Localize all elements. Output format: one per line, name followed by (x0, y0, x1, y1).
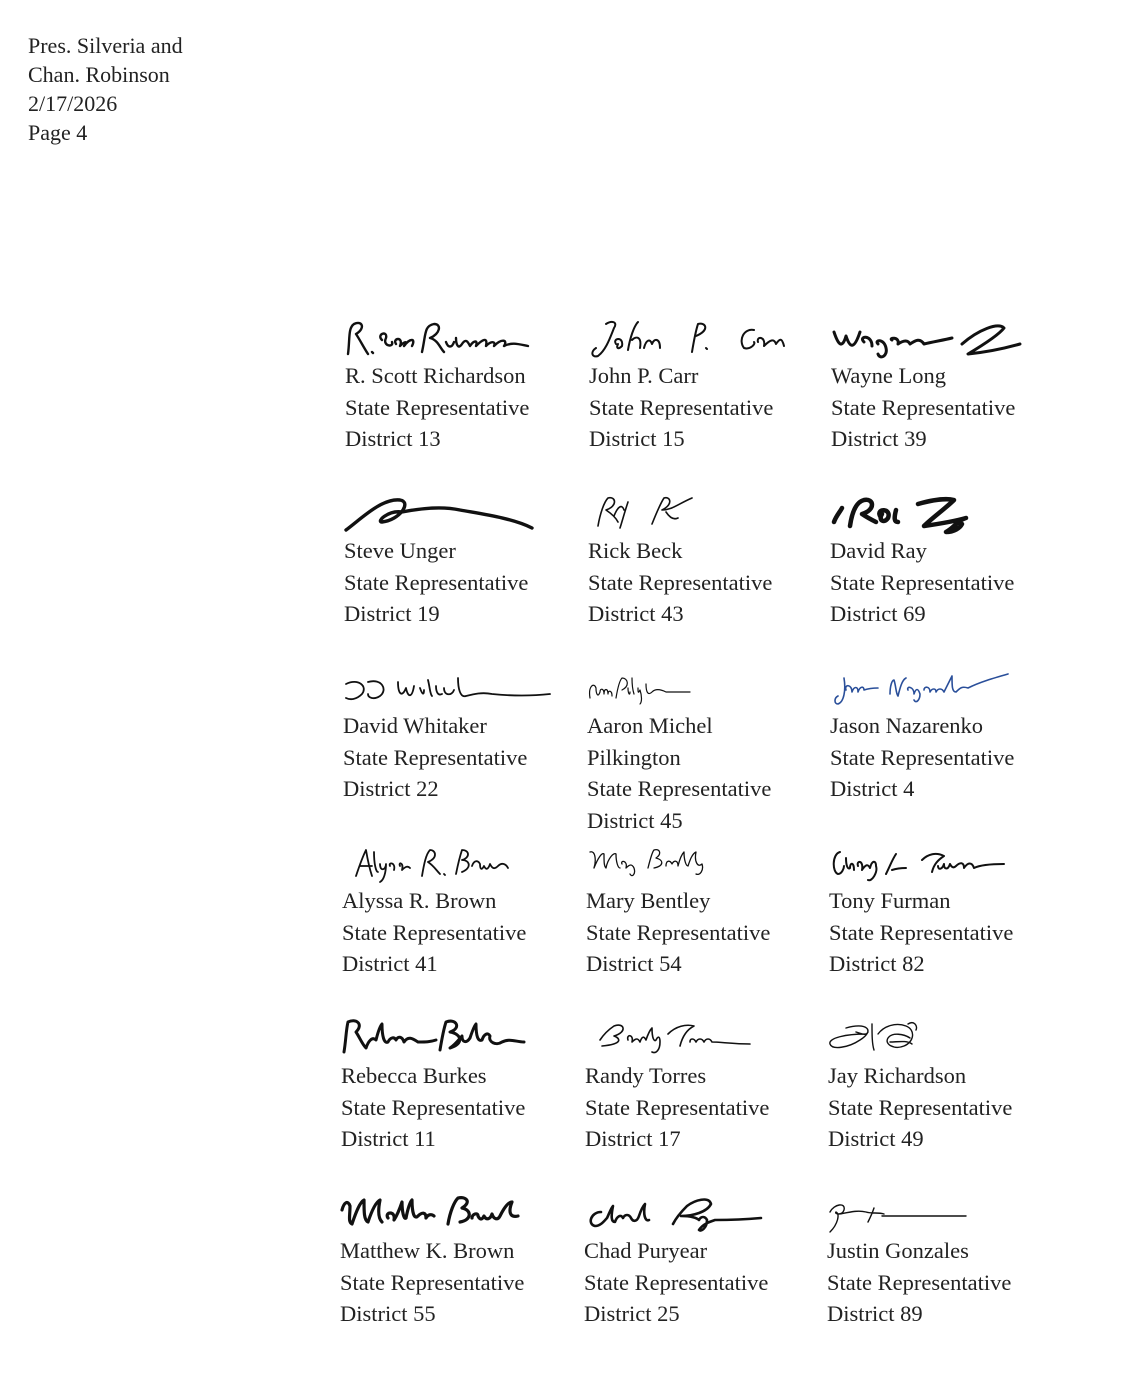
signatory-title: State Representative (342, 919, 527, 945)
signatory-name: Rebecca Burkes (341, 1063, 487, 1088)
signature-wayne-long (828, 314, 1038, 364)
signatory-title: State Representative (586, 919, 771, 945)
signatory-title: State Representative (827, 1269, 1012, 1295)
signatory-district: District 82 (829, 951, 925, 976)
signatory-name: Jay Richardson (828, 1063, 967, 1088)
signatory-name: Rick Beck (588, 538, 683, 563)
signatory-name: Mary Bentley (586, 888, 711, 913)
signatory-name: Jason Nazarenko (830, 713, 984, 738)
signatory-title: State Representative (831, 394, 1016, 420)
signatory-district: District 15 (589, 426, 685, 451)
signatory-block (344, 535, 528, 630)
signature-randy-torres (594, 1012, 804, 1062)
signatory-title: State Representative (585, 1094, 770, 1120)
signatory-name: Wayne Long (831, 363, 947, 388)
signatory-block (345, 360, 529, 455)
signatory-title: State Representative (830, 744, 1015, 770)
signatory-block (585, 1060, 769, 1155)
signature-david-ray (828, 488, 1038, 538)
signatory-district: District 45 (587, 807, 683, 833)
signatory-title: State Representative (589, 394, 774, 420)
signatory-block (587, 710, 771, 836)
signature-rick-beck (588, 488, 798, 538)
signatory-name: Justin Gonzales (827, 1238, 969, 1263)
signature-tony-furman (828, 838, 1038, 888)
signatory-name: Tony Furman (829, 888, 951, 913)
signature-justin-gonzales (826, 1188, 1036, 1238)
signature-david-whitaker (342, 664, 552, 714)
signatory-district: District 55 (340, 1301, 436, 1326)
signatory-district: District 22 (343, 776, 439, 801)
signatory-name: R. Scott Richardson (345, 363, 526, 388)
signatory-name-line-2: Pilkington (587, 744, 681, 770)
signatory-block (586, 885, 770, 980)
signatory-district: District 17 (585, 1126, 681, 1151)
signatory-name: Steve Unger (344, 538, 456, 563)
letter-date: 2/17/2026 (28, 91, 118, 116)
signatory-block (588, 535, 772, 630)
signature-alyssa-r-brown (342, 838, 552, 888)
signatory-name-line-1: Aaron Michel (587, 713, 713, 738)
signatory-name: Chad Puryear (584, 1238, 708, 1263)
signatory-title: State Representative (343, 744, 528, 770)
signatory-district: District 4 (830, 776, 915, 801)
signatory-block (827, 1235, 1011, 1330)
signatory-name: David Ray (830, 538, 927, 563)
signatory-district: District 25 (584, 1301, 680, 1326)
signatory-title: State Representative (584, 1269, 769, 1295)
page-number: Page 4 (28, 120, 88, 145)
recipient-line-2: Chan. Robinson (28, 62, 170, 87)
recipient-line-1: Pres. Silveria and (28, 33, 183, 58)
signature-chad-puryear (583, 1188, 793, 1238)
signatory-name: Matthew K. Brown (340, 1238, 515, 1263)
signatory-district: District 39 (831, 426, 927, 451)
signatory-title: State Representative (587, 776, 772, 801)
signature-steve-unger (342, 488, 552, 538)
signature-john-p-carr (588, 314, 798, 364)
signature-jay-richardson (826, 1012, 1036, 1062)
signatory-title: State Representative (830, 569, 1015, 595)
signatory-block (589, 360, 773, 455)
letter-header (28, 31, 183, 147)
signature-rebecca-burkes (340, 1012, 550, 1062)
signature-jason-nazarenko (830, 664, 1040, 714)
signatory-block (828, 1060, 1012, 1155)
signatory-block (341, 1060, 525, 1155)
signatory-block (830, 710, 1014, 805)
signatory-title: State Representative (345, 394, 530, 420)
signatory-block (584, 1235, 768, 1330)
signatory-district: District 89 (827, 1301, 923, 1326)
signatory-district: District 69 (830, 601, 926, 626)
signatory-name: David Whitaker (343, 713, 487, 738)
signatory-district: District 11 (341, 1126, 436, 1151)
signature-mary-bentley (586, 838, 796, 888)
signatory-title: State Representative (828, 1094, 1013, 1120)
signatory-name: Randy Torres (585, 1063, 707, 1088)
signatory-title: State Representative (829, 919, 1014, 945)
signatory-block (342, 885, 526, 980)
signature-matthew-k-brown (338, 1188, 548, 1238)
signature-r-scott-richardson (342, 314, 552, 364)
signatory-district: District 13 (345, 426, 441, 451)
signatory-title: State Representative (344, 569, 529, 595)
signatory-block (831, 360, 1015, 455)
signatory-block (830, 535, 1014, 630)
signatory-district: District 43 (588, 601, 684, 626)
signatory-district: District 49 (828, 1126, 924, 1151)
signatory-title: State Representative (588, 569, 773, 595)
signatory-title: State Representative (341, 1094, 526, 1120)
signatory-block (340, 1235, 524, 1330)
signature-aaron-pilkington (586, 664, 796, 714)
signatory-name: Alyssa R. Brown (342, 888, 497, 913)
signatory-name: John P. Carr (589, 363, 699, 388)
signatory-district: District 41 (342, 951, 438, 976)
signatory-district: District 54 (586, 951, 682, 976)
signatory-district: District 19 (344, 601, 440, 626)
signatory-title: State Representative (340, 1269, 525, 1295)
signatory-block (829, 885, 1013, 980)
signatory-block (343, 710, 527, 805)
